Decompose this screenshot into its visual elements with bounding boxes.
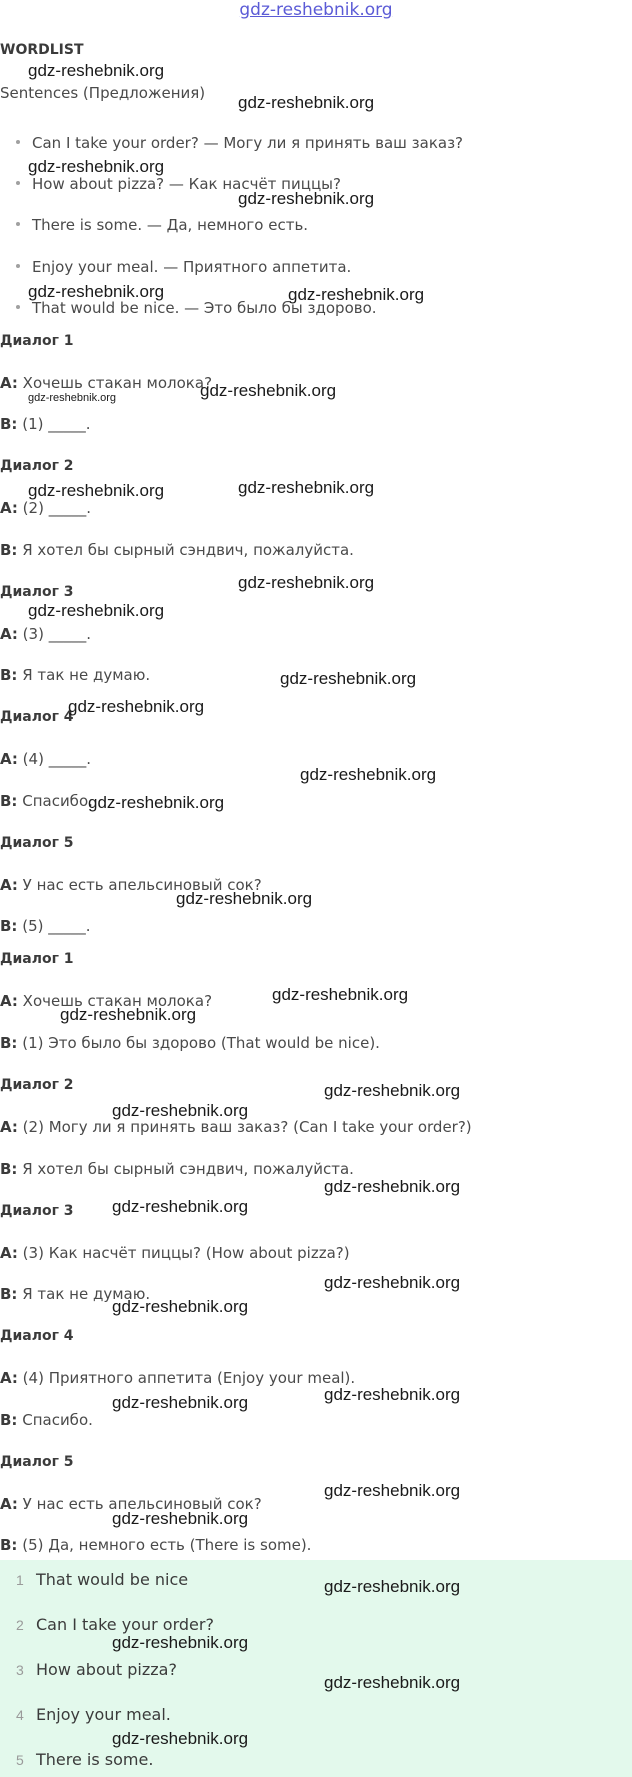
watermark-text: gdz-reshebnik.org: [324, 1081, 461, 1100]
wordlist-heading: WORDLIST: [0, 42, 84, 58]
watermark-text: gdz-reshebnik.org: [112, 1297, 249, 1316]
sentence-text: How about pizza? — Как насчёт пиццы?: [32, 175, 341, 193]
watermark-text: gdz-reshebnik.org: [200, 381, 337, 400]
watermark-text: gdz-reshebnik.org: [324, 1481, 461, 1500]
exercise-dialog-2-line-a: [0, 499, 91, 517]
watermark-text: gdz-reshebnik.org: [238, 189, 375, 208]
sentence-text: There is some. — Да, немного есть.: [32, 216, 309, 234]
exercise-dialog-3-line-a: [0, 625, 91, 643]
solution-dialog-2-line-b: [0, 1160, 354, 1178]
watermark-text: gdz-reshebnik.org: [28, 157, 165, 176]
speaker-label: A:: [0, 1244, 18, 1262]
speaker-label: A:: [0, 374, 18, 392]
exercise-dialog-2-title: Диалог 2: [0, 458, 74, 474]
watermark-text: gdz-reshebnik.org: [60, 1005, 197, 1024]
bullet-icon: [16, 222, 20, 226]
solution-dialog-5-line-b: [0, 1536, 311, 1554]
speaker-label: A:: [0, 1118, 18, 1136]
answer-number: 3: [16, 1662, 24, 1678]
watermark-text: gdz-reshebnik.org: [324, 1673, 461, 1692]
line-text: Спасибо.: [22, 792, 93, 810]
speaker-label: B:: [0, 415, 18, 433]
sentence-text: Can I take your order? — Могу ли я принять ваш заказ?: [32, 134, 464, 152]
exercise-dialog-2-line-b: [0, 541, 354, 559]
watermark-text: gdz-reshebnik.org: [112, 1197, 249, 1216]
watermark-text: gdz-reshebnik.org: [28, 601, 165, 620]
line-text: (1) _____.: [22, 415, 91, 433]
speaker-label: B:: [0, 1536, 18, 1554]
answer-number: 2: [16, 1617, 24, 1633]
exercise-dialog-1-title: Диалог 1: [0, 333, 74, 349]
watermark-text: gdz-reshebnik.org: [112, 1509, 249, 1528]
watermark-text: gdz-reshebnik.org: [28, 282, 165, 301]
watermark-text: gdz-reshebnik.org: [88, 793, 225, 812]
answer-number: 1: [16, 1572, 24, 1588]
watermark-text: gdz-reshebnik.org: [238, 478, 375, 497]
solution-dialog-3-line-a: [0, 1244, 350, 1262]
watermark-text: gdz-reshebnik.org: [176, 889, 313, 908]
watermark-text: gdz-reshebnik.org: [324, 1385, 461, 1404]
exercise-dialog-4-line-a: [0, 750, 91, 768]
speaker-label: B:: [0, 1034, 18, 1052]
speaker-label: B:: [0, 541, 18, 559]
line-text: (2) _____.: [22, 499, 91, 517]
watermark-text: gdz-reshebnik.org: [238, 93, 375, 112]
answer-number: 4: [16, 1707, 24, 1723]
speaker-label: A:: [0, 750, 18, 768]
sentences-label: Sentences (Предложения): [0, 84, 206, 102]
watermark-text: gdz-reshebnik.org: [112, 1729, 249, 1748]
answer-text: That would be nice: [36, 1570, 189, 1589]
watermark-text: gdz-reshebnik.org: [238, 573, 375, 592]
line-text: Хочешь стакан молока?: [22, 992, 213, 1010]
line-text: Спасибо.: [22, 1411, 93, 1429]
sentence-text: Enjoy your meal. — Приятного аппетита.: [32, 258, 352, 276]
solution-dialog-2-title: Диалог 2: [0, 1077, 74, 1093]
exercise-dialog-5-line-b: [0, 917, 91, 935]
bullet-icon: [16, 181, 20, 185]
watermark-text: gdz-reshebnik.org: [28, 61, 165, 80]
watermark-text: gdz-reshebnik.org: [280, 669, 417, 688]
answer-number: 5: [16, 1752, 24, 1768]
watermark-text: gdz-reshebnik.org: [288, 285, 425, 304]
watermark-text: gdz-reshebnik.org: [272, 985, 409, 1004]
watermark-text: gdz-reshebnik.org: [112, 1633, 249, 1652]
solution-dialog-3-title: Диалог 3: [0, 1203, 74, 1219]
solution-dialog-1-line-b: [0, 1034, 380, 1052]
watermark-text: gdz-reshebnik.org: [324, 1577, 461, 1596]
speaker-label: A:: [0, 876, 18, 894]
watermark-text: gdz-reshebnik.org: [324, 1273, 461, 1292]
speaker-label: B:: [0, 666, 18, 684]
speaker-label: A:: [0, 992, 18, 1010]
solution-dialog-4-title: Диалог 4: [0, 1328, 74, 1344]
speaker-label: B:: [0, 917, 18, 935]
watermark-text: gdz-reshebnik.org: [28, 392, 117, 404]
watermark-text: gdz-reshebnik.org: [324, 1177, 461, 1196]
watermark-text: gdz-reshebnik.org: [112, 1101, 249, 1120]
speaker-label: A:: [0, 1495, 18, 1513]
sentence-item: [16, 258, 351, 276]
exercise-dialog-5-title: Диалог 5: [0, 835, 74, 851]
exercise-dialog-3-line-b: [0, 666, 150, 684]
answer-text: Enjoy your meal.: [36, 1705, 171, 1724]
answer-text: Can I take your order?: [36, 1615, 214, 1634]
exercise-dialog-1-line-a: [0, 374, 212, 392]
line-text: У нас есть апельсиновый сок?: [22, 1495, 262, 1513]
line-text: (3) Как насчёт пиццы? (How about pizza?): [22, 1244, 350, 1262]
speaker-label: A:: [0, 499, 18, 517]
line-text: (3) _____.: [22, 625, 91, 643]
watermark-text: gdz-reshebnik.org: [28, 481, 165, 500]
watermark-text: gdz-reshebnik.org: [68, 697, 205, 716]
speaker-label: A:: [0, 1369, 18, 1387]
solution-dialog-4-line-b: [0, 1411, 93, 1429]
speaker-label: B:: [0, 792, 18, 810]
exercise-dialog-4-line-b: [0, 792, 93, 810]
speaker-label: B:: [0, 1160, 18, 1178]
solution-dialog-5-title: Диалог 5: [0, 1454, 74, 1470]
sentence-text: That would be nice. — Это было бы здорово.: [32, 299, 377, 317]
answer-text: There is some.: [36, 1750, 154, 1769]
exercise-dialog-3-title: Диалог 3: [0, 584, 74, 600]
speaker-label: A:: [0, 625, 18, 643]
answers-panel: [0, 1560, 632, 1777]
bullet-icon: [16, 264, 20, 268]
line-text: (5) Да, немного есть (There is some).: [22, 1536, 312, 1554]
speaker-label: B:: [0, 1411, 18, 1429]
line-text: (4) _____.: [22, 750, 91, 768]
watermark-text: gdz-reshebnik.org: [112, 1393, 249, 1412]
sentence-item: [16, 134, 463, 152]
line-text: (2) Могу ли я принять ваш заказ? (Can I take your order?): [22, 1118, 472, 1136]
exercise-dialog-4-title: Диалог 4: [0, 709, 74, 725]
line-text: (5) _____.: [22, 917, 91, 935]
solution-dialog-4-line-a: [0, 1369, 355, 1387]
line-text: (4) Приятного аппетита (Enjoy your meal).: [22, 1369, 356, 1387]
line-text: Хочешь стакан молока?: [22, 374, 213, 392]
speaker-label: B:: [0, 1285, 18, 1303]
line-text: Я хотел бы сырный сэндвич, пожалуйста.: [22, 1160, 354, 1178]
watermark-text: gdz-reshebnik.org: [300, 765, 437, 784]
site-watermark-link[interactable]: gdz-reshebnik.org: [239, 0, 393, 20]
solution-dialog-1-title: Диалог 1: [0, 951, 74, 967]
line-text: (1) Это было бы здорово (That would be nice).: [22, 1034, 380, 1052]
bullet-icon: [16, 305, 20, 309]
line-text: Я так не думаю.: [22, 666, 151, 684]
bullet-icon: [16, 140, 20, 144]
line-text: У нас есть апельсиновый сок?: [22, 876, 262, 894]
answer-text: How about pizza?: [36, 1660, 177, 1679]
sentence-item: [16, 216, 308, 234]
exercise-dialog-1-line-b: [0, 415, 91, 433]
line-text: Я хотел бы сырный сэндвич, пожалуйста.: [22, 541, 354, 559]
line-text: Я так не думаю.: [22, 1285, 151, 1303]
